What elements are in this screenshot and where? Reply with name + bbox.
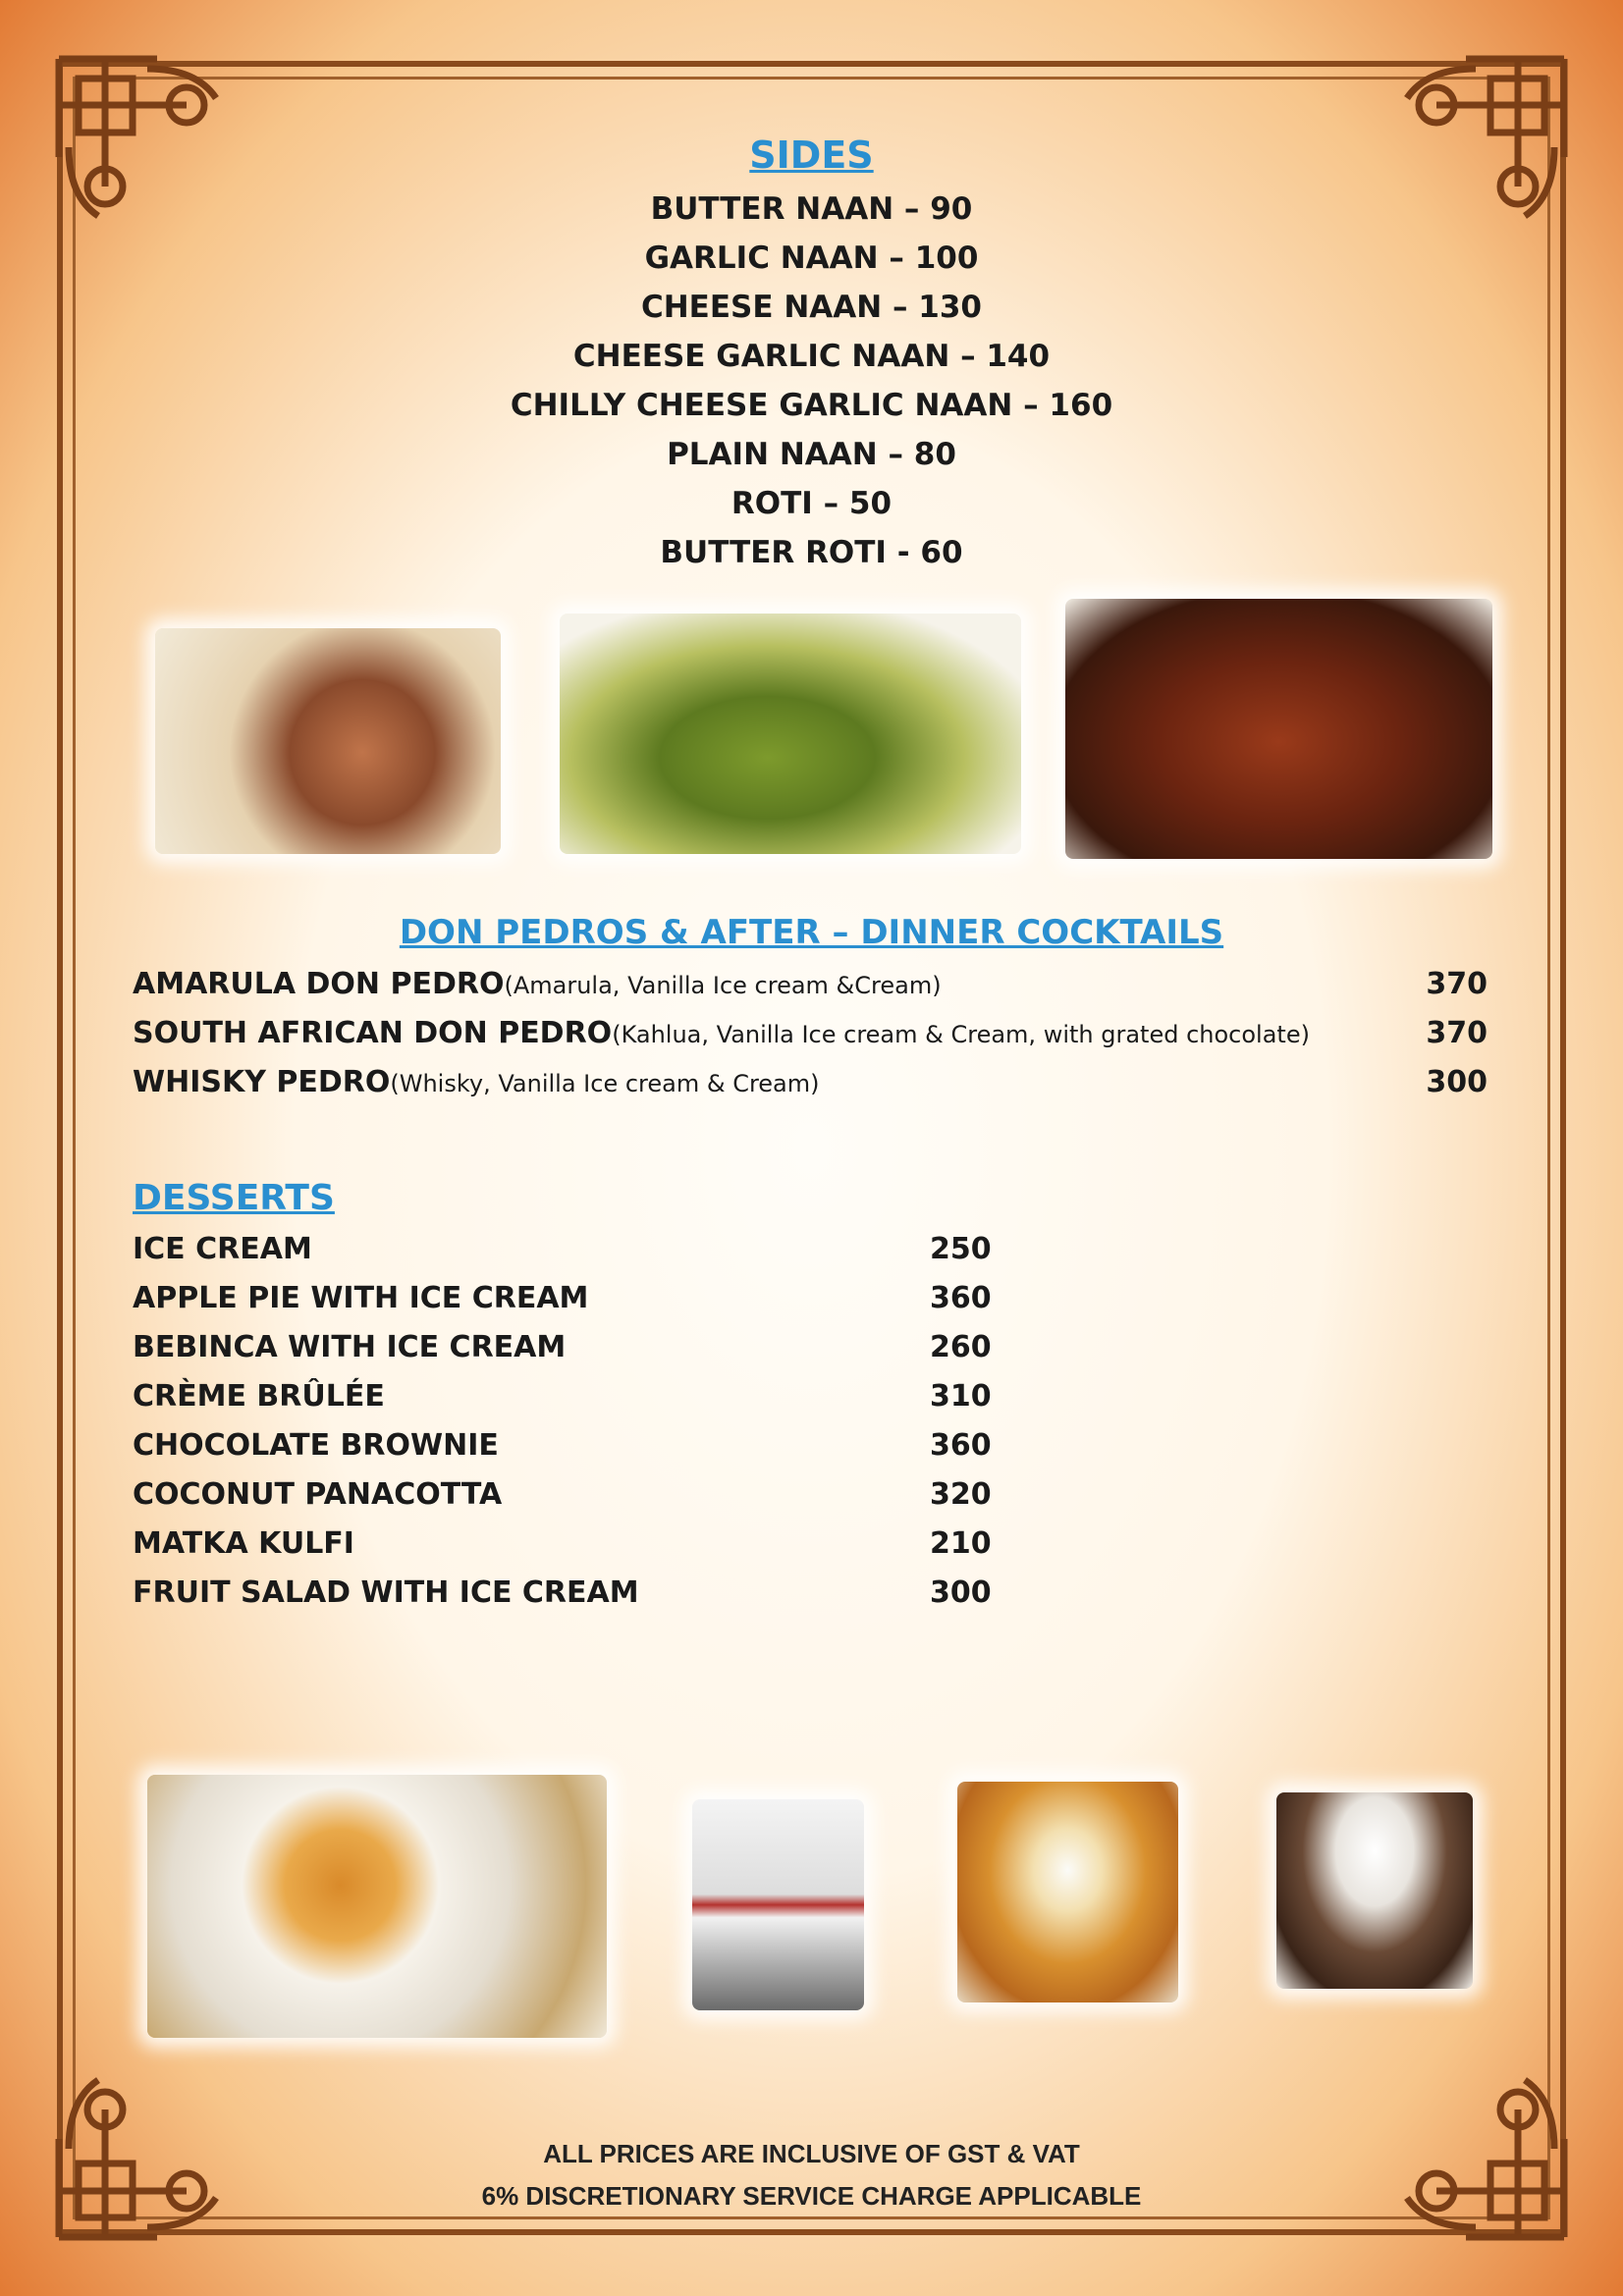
dessert-row bbox=[133, 1379, 997, 1428]
sides-item: BUTTER NAAN – 90 bbox=[650, 191, 973, 227]
chicken-tikka-photo bbox=[1065, 599, 1492, 859]
dessert-row bbox=[133, 1428, 997, 1477]
dessert-price: 310 bbox=[930, 1379, 992, 1414]
brownie-photo bbox=[1276, 1792, 1473, 1989]
cocktail-detail: (Kahlua, Vanilla Ice cream & Cream, with grated chocolate) bbox=[612, 1021, 1310, 1048]
dessert-row bbox=[133, 1526, 997, 1575]
dessert-row bbox=[133, 1330, 997, 1379]
cocktail-price: 370 bbox=[1426, 1016, 1488, 1050]
dessert-name: APPLE PIE WITH ICE CREAM bbox=[133, 1281, 589, 1315]
dessert-row bbox=[133, 1232, 997, 1281]
cocktail-name: AMARULA DON PEDRO bbox=[133, 967, 505, 1001]
dessert-price: 360 bbox=[930, 1428, 992, 1463]
dessert-name: BEBINCA WITH ICE CREAM bbox=[133, 1330, 567, 1364]
cocktail-row bbox=[133, 1065, 1488, 1114]
dessert-price: 210 bbox=[930, 1526, 992, 1561]
sides-item: PLAIN NAAN – 80 bbox=[667, 437, 956, 472]
dessert-name: MATKA KULFI bbox=[133, 1526, 354, 1561]
sides-item: GARLIC NAAN – 100 bbox=[644, 240, 979, 276]
cocktail-name: SOUTH AFRICAN DON PEDRO bbox=[133, 1016, 613, 1050]
sides-list bbox=[0, 185, 1623, 577]
dessert-row bbox=[133, 1477, 997, 1526]
footer-line: 6% DISCRETIONARY SERVICE CHARGE APPLICABLE bbox=[481, 2181, 1142, 2211]
sides-item: CHILLY CHEESE GARLIC NAAN – 160 bbox=[510, 388, 1113, 423]
hara-kebab-photo bbox=[560, 614, 1021, 854]
sides-item: CHEESE NAAN – 130 bbox=[640, 290, 982, 325]
cocktail-price: 300 bbox=[1426, 1065, 1488, 1099]
dessert-name: COCONUT PANACOTTA bbox=[133, 1477, 503, 1512]
dessert-price: 300 bbox=[930, 1575, 992, 1610]
apple-pie-photo bbox=[957, 1782, 1178, 2002]
dessert-name: CRÈME BRÛLÉE bbox=[133, 1379, 385, 1414]
sides-item: ROTI – 50 bbox=[730, 486, 893, 521]
sides-item: CHEESE GARLIC NAAN – 140 bbox=[572, 339, 1051, 374]
dessert-name: FRUIT SALAD WITH ICE CREAM bbox=[133, 1575, 639, 1610]
footer-notes bbox=[0, 2133, 1623, 2217]
dessert-name: CHOCOLATE BROWNIE bbox=[133, 1428, 499, 1463]
cocktail-row bbox=[133, 1016, 1488, 1065]
dessert-row bbox=[133, 1281, 997, 1330]
cocktail-detail: (Amarula, Vanilla Ice cream &Cream) bbox=[504, 972, 942, 999]
cocktail-name: WHISKY PEDRO bbox=[133, 1065, 391, 1099]
panacotta-photo bbox=[692, 1799, 864, 2010]
dessert-name: ICE CREAM bbox=[133, 1232, 312, 1266]
dessert-price: 320 bbox=[930, 1477, 992, 1512]
dessert-price: 250 bbox=[930, 1232, 992, 1266]
dessert-price: 360 bbox=[930, 1281, 992, 1315]
cocktail-detail: (Whisky, Vanilla Ice cream & Cream) bbox=[390, 1070, 820, 1097]
cocktail-price: 370 bbox=[1426, 967, 1488, 1001]
cocktail-row bbox=[133, 967, 1488, 1016]
desserts-heading: DESSERTS bbox=[133, 1178, 335, 1218]
dessert-row bbox=[133, 1575, 997, 1625]
creme-brulee-photo bbox=[147, 1775, 607, 2038]
wrap-photo bbox=[155, 628, 501, 854]
footer-line: ALL PRICES ARE INCLUSIVE OF GST & VAT bbox=[543, 2139, 1080, 2168]
sides-item: BUTTER ROTI - 60 bbox=[660, 535, 963, 570]
cocktails-heading: DON PEDROS & AFTER – DINNER COCKTAILS bbox=[399, 913, 1224, 952]
sides-heading: SIDES bbox=[749, 133, 874, 177]
dessert-price: 260 bbox=[930, 1330, 992, 1364]
